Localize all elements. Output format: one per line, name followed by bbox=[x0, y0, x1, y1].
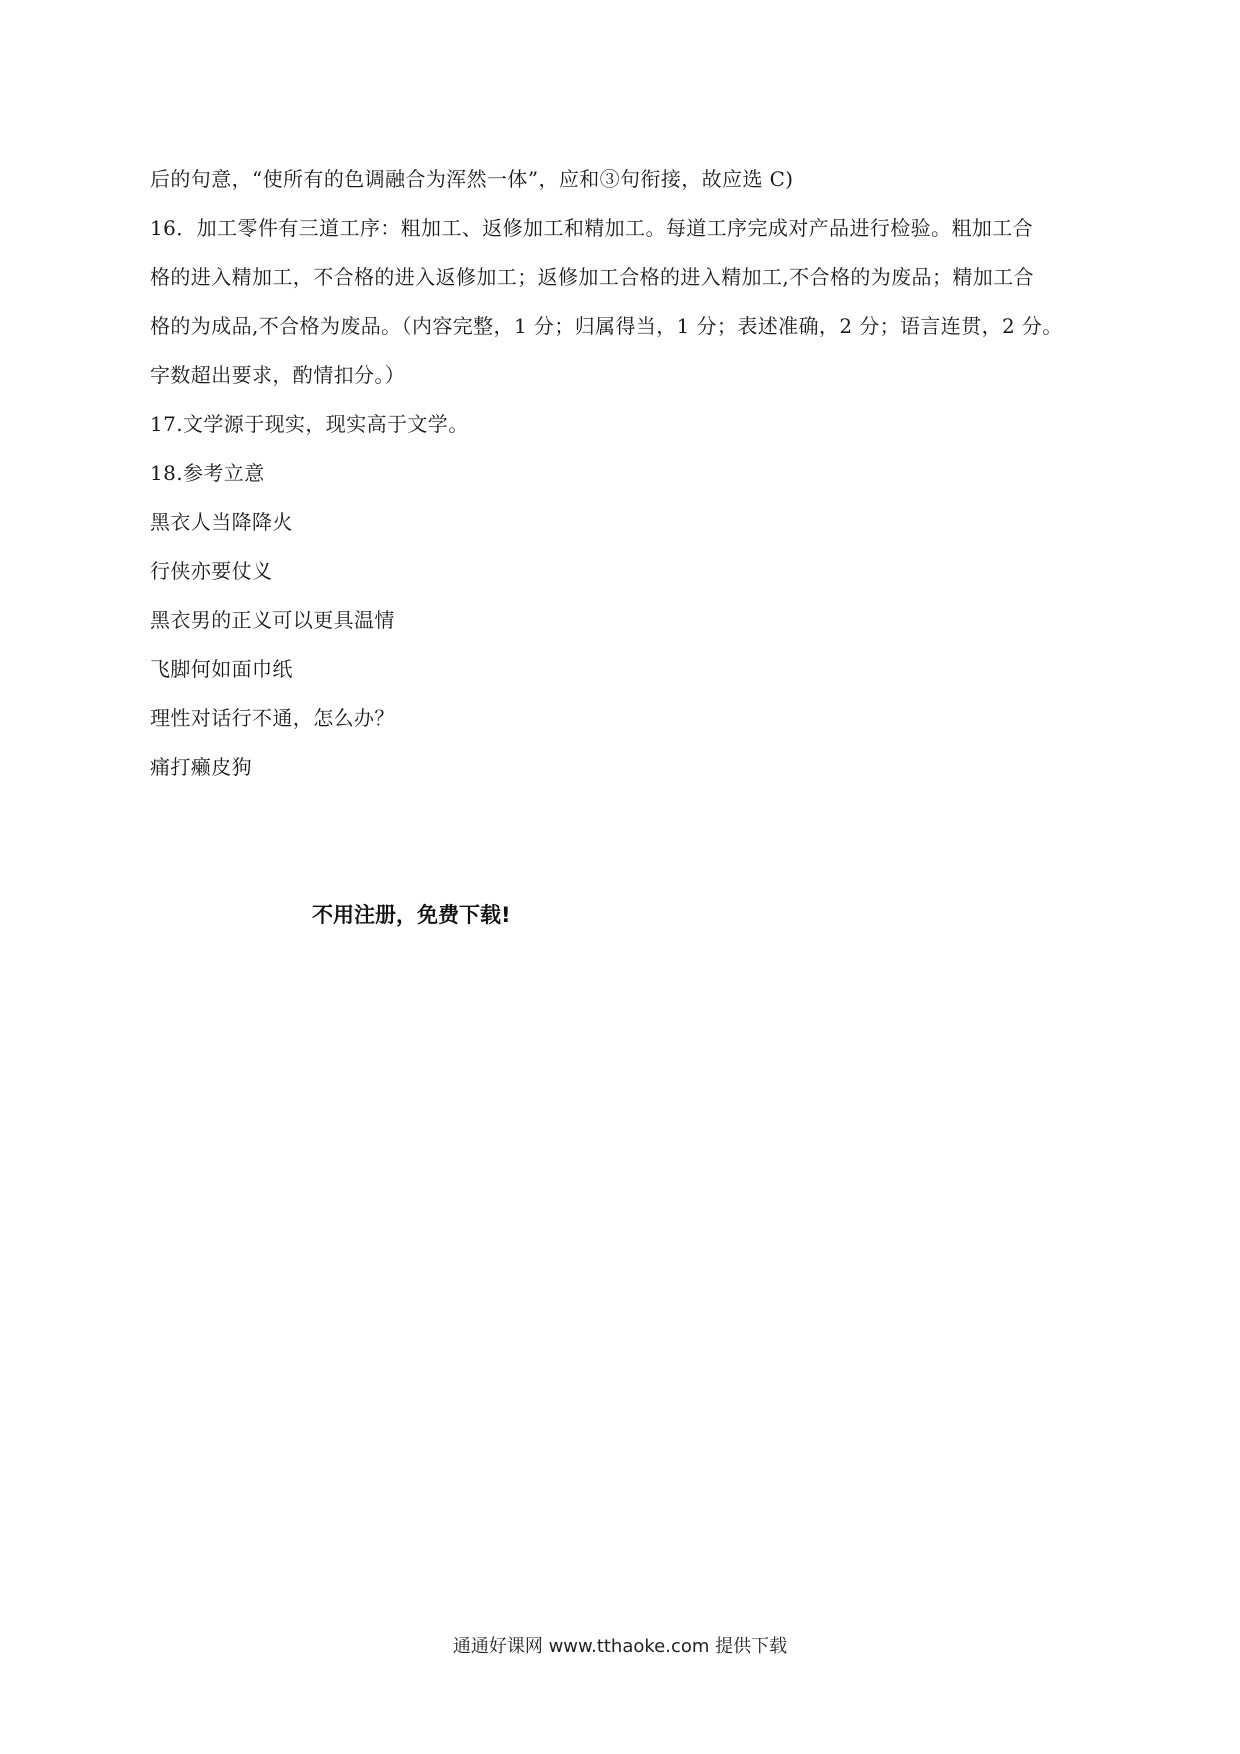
text-line: 行侠亦要仗义 bbox=[150, 559, 273, 583]
answer-text-body bbox=[150, 155, 1100, 792]
text-line: 字数超出要求，酌情扣分。） bbox=[150, 363, 406, 387]
text-line: 飞脚何如面巾纸 bbox=[150, 657, 293, 681]
text-line: 16．加工零件有三道工序：粗加工、返修加工和精加工。每道工序完成对产品进行检验。粗加工合 bbox=[150, 216, 1034, 240]
text-line: 后的句意，“使所有的色调融合为浑然一体”，应和③句衔接，故应选 C) bbox=[150, 167, 794, 191]
promo-text: 不用注册，免费下载! bbox=[312, 903, 511, 927]
text-line: 理性对话行不通，怎么办？ bbox=[150, 706, 395, 730]
text-line: 格的为成品,不合格为废品。（内容完整，1 分；归属得当，1 分；表述准确，2 分；语言连贯，2 分。 bbox=[150, 314, 1063, 338]
text-line: 格的进入精加工，不合格的进入返修加工；返修加工合格的进入精加工,不合格的为废品；精加工合 bbox=[150, 265, 1034, 289]
text-line: 17.文学源于现实，现实高于文学。 bbox=[150, 412, 469, 436]
text-line: 黑衣人当降降火 bbox=[150, 510, 293, 534]
text-line: 黑衣男的正义可以更具温情 bbox=[150, 608, 395, 632]
text-line: 18.参考立意 bbox=[150, 461, 265, 485]
page-footer: 通通好课网 www.tthaoke.com 提供下载 bbox=[452, 1636, 788, 1657]
text-line: 痛打癞皮狗 bbox=[150, 755, 252, 779]
